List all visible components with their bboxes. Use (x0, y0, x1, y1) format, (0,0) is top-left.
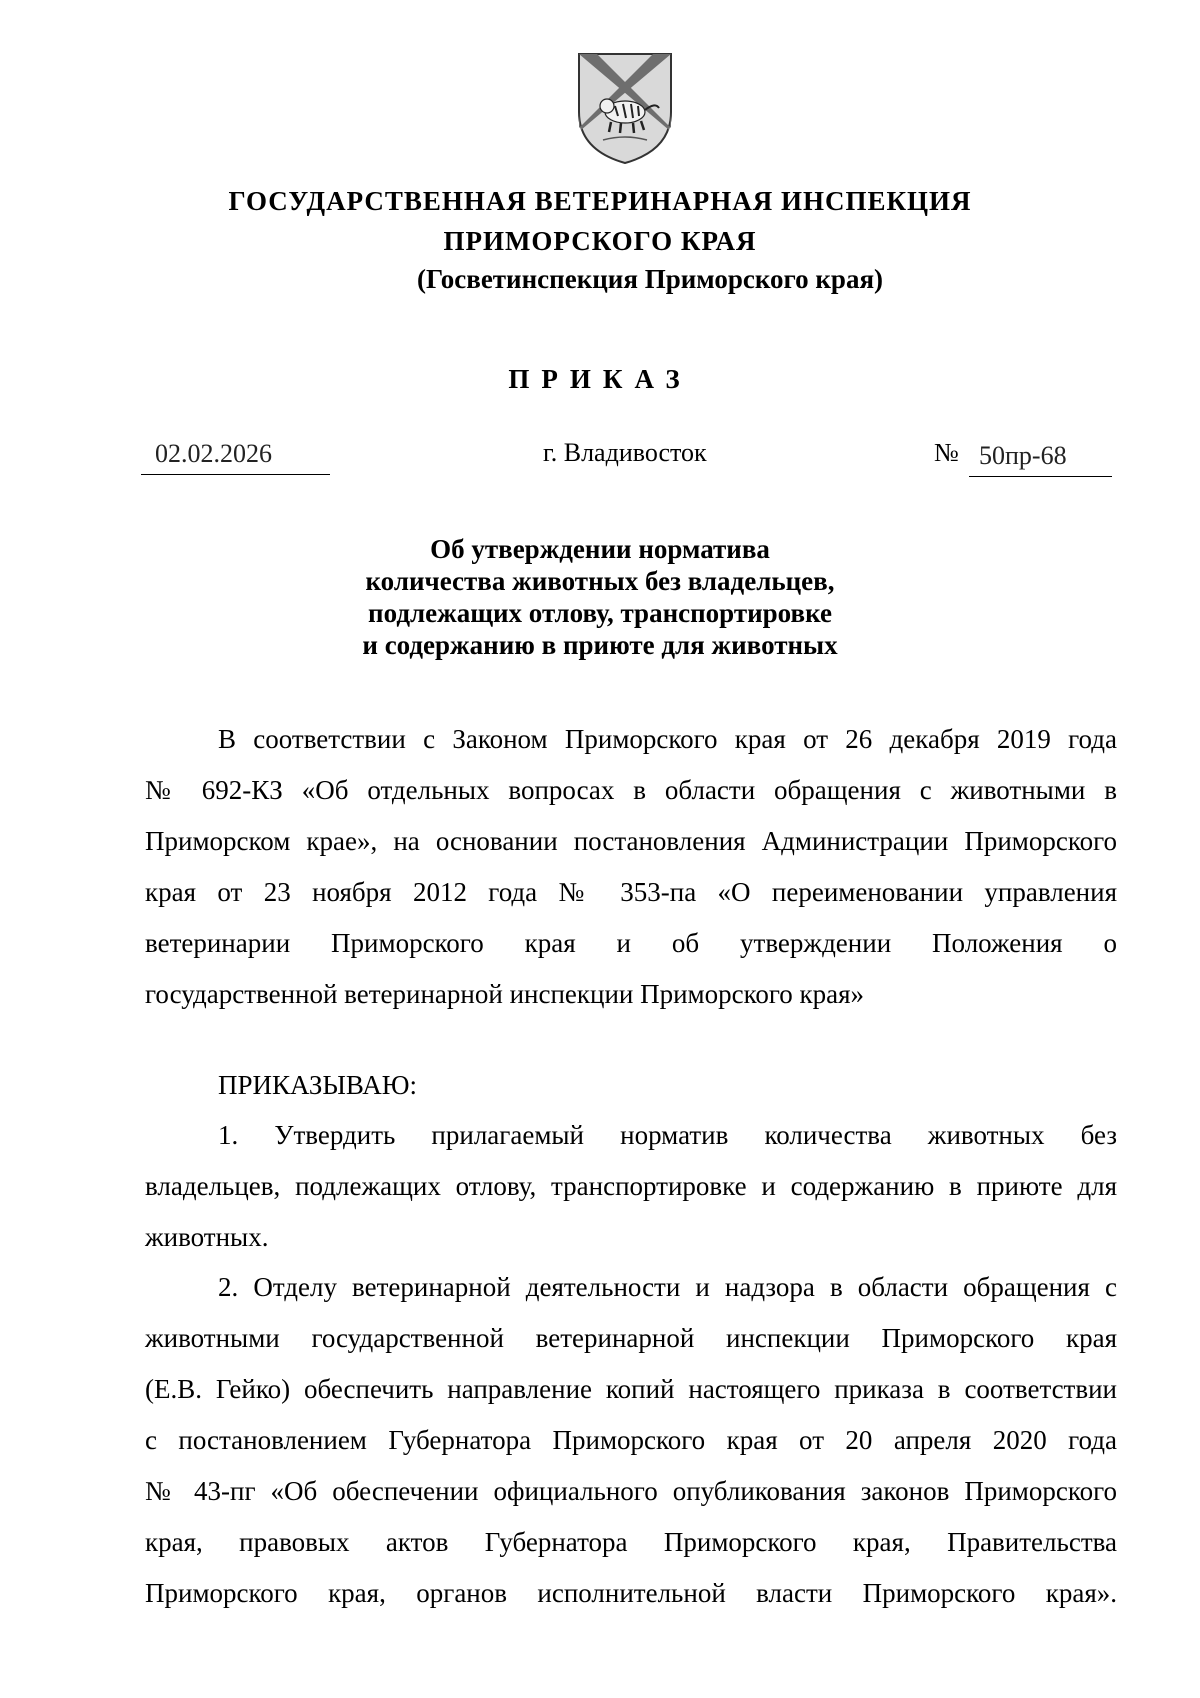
item-2-line: 2. Отделу ветеринарной деятельности и надзора в области обращения с (218, 1272, 1117, 1302)
date-field (141, 436, 330, 475)
number-field (969, 436, 1112, 477)
item-2-line: Приморского края, органов исполнительной власти Приморского края». (145, 1578, 1117, 1608)
document-date: 02.02.2026 (155, 439, 272, 468)
item-2-line: (Е.В. Гейко) обеспечить направление копий настоящего приказа в соответствии (145, 1374, 1117, 1404)
item-2-line: края, правовых актов Губернатора Приморского края, Правительства (145, 1527, 1117, 1557)
item-1-line: животных. (145, 1222, 269, 1252)
document-title-line: и содержанию в приюте для животных (362, 630, 838, 660)
item-2-line: № 43-пг «Об обеспечении официального опубликования законов Приморского (145, 1476, 1117, 1506)
document-title-line: количества животных без владельцев, (365, 566, 835, 596)
document-city: г. Владивосток (543, 438, 707, 467)
number-sign: № (934, 438, 959, 467)
order-word: ПРИКАЗЫВАЮ: (218, 1070, 417, 1100)
item-2-line: с постановлением Губернатора Приморского края от 20 апреля 2020 года (145, 1425, 1117, 1455)
item-1-line: владельцев, подлежащих отлову, транспортировке и содержанию в приюте для (145, 1171, 1117, 1201)
item-2-line: животными государственной ветеринарной инспекции Приморского края (145, 1323, 1117, 1353)
coat-of-arms-icon (575, 50, 675, 166)
organization-name-line2: ПРИМОРСКОГО КРАЯ (443, 226, 757, 256)
document-title-line: подлежащих отлову, транспортировке (368, 598, 832, 628)
organization-short-name: (Госветинспекция Приморского края) (416, 264, 884, 294)
document-number: 50пр-68 (979, 441, 1067, 470)
document-type-heading: ПРИКАЗ (508, 364, 692, 394)
preamble-line: В соответствии с Законом Приморского края от 26 декабря 2019 года (218, 724, 1117, 754)
preamble-line: № 692-КЗ «Об отдельных вопросах в области обращения с животными в (145, 775, 1117, 805)
preamble-line: края от 23 ноября 2012 года № 353-па «О переименовании управления (145, 877, 1117, 907)
preamble-line: ветеринарии Приморского края и об утверждении Положения о (145, 928, 1117, 958)
preamble-line: государственной ветеринарной инспекции Приморского края» (145, 979, 865, 1009)
item-1-line: 1. Утвердить прилагаемый норматив количества животных без (218, 1120, 1117, 1150)
organization-name-line1: ГОСУДАРСТВЕННАЯ ВЕТЕРИНАРНАЯ ИНСПЕКЦИЯ (228, 186, 972, 216)
preamble-line: Приморском крае», на основании постановления Администрации Приморского (145, 826, 1117, 856)
document-title-line: Об утверждении норматива (430, 534, 770, 564)
